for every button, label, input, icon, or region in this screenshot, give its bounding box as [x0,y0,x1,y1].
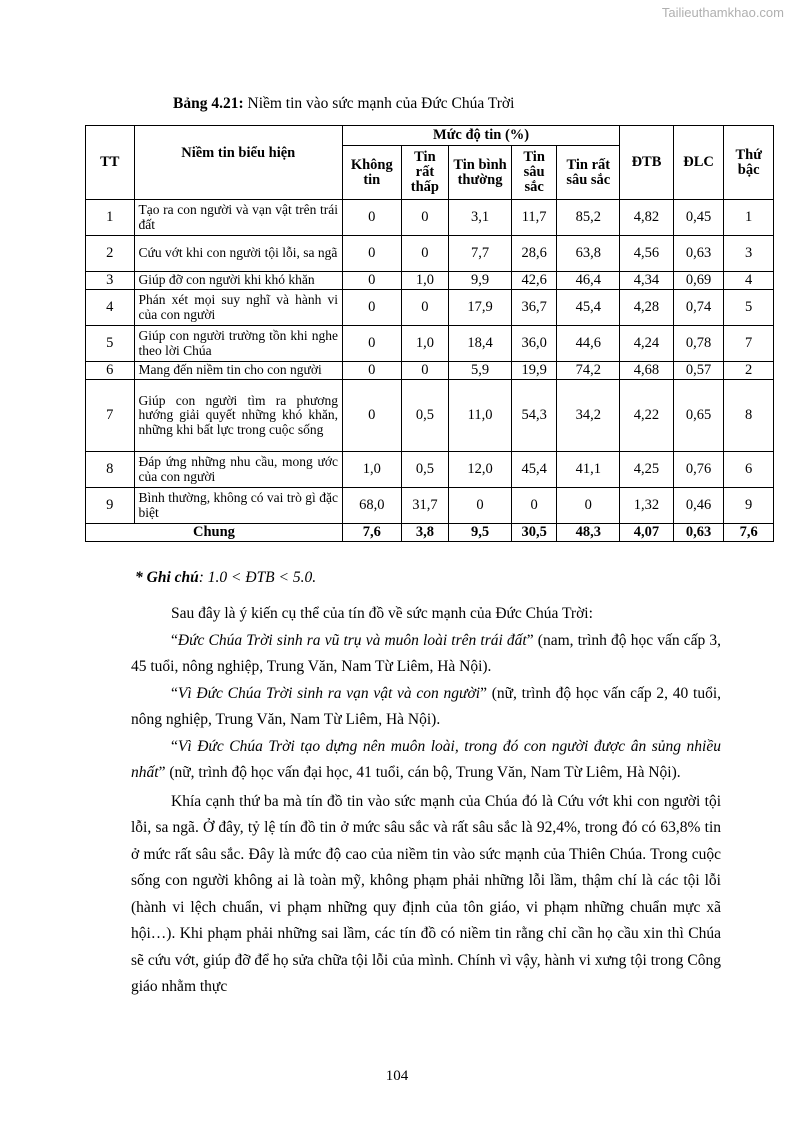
quote-2: Đức Chúa Trời sinh ra vũ trụ và muôn loài trên trái đất [177,631,527,649]
cell-item: Cứu vớt khi con người tội lỗi, sa ngã [134,236,342,272]
cell-dtb: 4,25 [620,452,674,488]
cell-value: 0 [511,488,557,524]
cell-value: 45,4 [557,290,620,326]
table-row [86,200,774,236]
paragraph-4: “Vì Đức Chúa Trời tạo dựng nên muôn loài, trong đó con người được ân sủng nhiều nhất” (nữ, trình độ học vấn đại học, 41 tuổi, cán bộ, Trung Văn, Nam Từ Liêm, Hà Nội). [131,737,721,781]
cell-value: 9,5 [449,524,512,542]
cell-value: 3,8 [401,524,449,542]
cell-value: 34,2 [557,380,620,452]
cell-value: 1,0 [401,326,449,362]
cell-tt: 1 [86,200,135,236]
cell-value: 30,5 [511,524,557,542]
paragraph-3: “Vì Đức Chúa Trời sinh ra vạn vật và con người” (nữ, trình độ học vấn cấp 2, 40 tuổi, nông nghiệp, Trung Văn, Nam Từ Liêm, Hà Nội). [131,684,722,728]
cell-item: Giúp đỡ con người khi khó khăn [134,272,342,290]
cell-value: 5,9 [449,362,512,380]
cell-dlc: 0,45 [673,200,724,236]
cell-value: 74,2 [557,362,620,380]
cell-value: 36,0 [511,326,557,362]
cell-tt: 9 [86,488,135,524]
source-4: (nữ, trình độ học vấn đại học, 41 tuổi, cán bộ, Trung Văn, Nam Từ Liêm, Hà Nội). [165,764,681,781]
watermark: Tailieuthamkhao.com [661,5,784,20]
header-dtb: ĐTB [620,126,674,200]
table-total-row [86,524,774,542]
header-group: Mức độ tin (%) [342,126,619,146]
cell-value: 63,8 [557,236,620,272]
cell-value: 0 [401,290,449,326]
cell-value: 54,3 [511,380,557,452]
header-level: Tin sâu sắc [511,146,557,200]
paragraph-1: Sau đây là ý kiến cụ thể của tín đồ về sức mạnh của Đức Chúa Trời: [171,605,593,622]
cell-value: 0 [342,200,401,236]
cell-value: 36,7 [511,290,557,326]
table-row [86,272,774,290]
cell-dtb: 4,28 [620,290,674,326]
cell-tt: 3 [86,272,135,290]
cell-value: 0,5 [401,380,449,452]
belief-table [85,125,774,542]
cell-dtb: 4,07 [620,524,674,542]
cell-value: 42,6 [511,272,557,290]
cell-item: Mang đến niềm tin cho con người [134,362,342,380]
cell-dlc: 0,78 [673,326,724,362]
table-row [86,488,774,524]
cell-rank: 7 [724,326,774,362]
cell-item: Tạo ra con người và vạn vật trên trái đất [134,200,342,236]
cell-item: Giúp con người tìm ra phương hướng giải quyết những khó khăn, những khi bất lực trong cuộc sống [134,380,342,452]
table-row [86,326,774,362]
cell-value: 41,1 [557,452,620,488]
cell-dlc: 0,74 [673,290,724,326]
cell-value: 0 [401,200,449,236]
header-level: Tin bình thường [449,146,512,200]
quote-4: Vì Đức Chúa Trời tạo dựng nên muôn loài, trong đó con người được ân sủng nhiều nhất [131,737,721,781]
cell-value: 0 [342,380,401,452]
cell-value: 18,4 [449,326,512,362]
table-row [86,452,774,488]
cell-tt: 4 [86,290,135,326]
cell-tt: 2 [86,236,135,272]
cell-value: 7,7 [449,236,512,272]
header-item: Niềm tin biểu hiện [134,126,342,200]
quote-3: Vì Đức Chúa Trời sinh ra vạn vật và con người [177,684,481,702]
cell-value: 31,7 [401,488,449,524]
cell-item: Đáp ứng những nhu cầu, mong ước của con người [134,452,342,488]
cell-value: 11,0 [449,380,512,452]
cell-value: 45,4 [511,452,557,488]
header-dlc: ĐLC [673,126,724,200]
cell-dtb: 4,82 [620,200,674,236]
cell-dlc: 0,63 [673,236,724,272]
note-text: : 1.0 < ĐTB < 5.0. [198,569,317,586]
table-caption [173,95,514,113]
cell-value: 7,6 [342,524,401,542]
paragraph-5: Khía cạnh thứ ba mà tín đồ tin vào sức mạnh của Chúa đó là Cứu vớt khi con người tội lỗi, sa ngã. Ở đây, tỷ lệ tín đồ tin ở mức sâu sắc và rất sâu sắc là 92,4%, trong đó có 63,8% tin ở mức rất sâu sắc. Đây là mức độ cao của niềm tin vào sức mạnh của Thiên Chúa. Trong cuộc sống con người không ai là toàn mỹ, không phạm phải những lỗi lầm, thậm chí là các tội lỗi (hành vi lệch chuẩn, vi phạm những quy định của tôn giáo, vi phạm những chuẩn mực xã hội…). Khi phạm phải những sai lầm, các tín đồ có niềm tin rằng chỉ cần họ cầu xin thì Chúa sẽ cứu vớt, giúp đỡ để họ sửa chữa tội lỗi của mình. Chính vì vậy, hành vi xưng tội trong Công giáo nhằm thực [131,792,721,995]
cell-dlc: 0,63 [673,524,724,542]
cell-value: 1,0 [342,452,401,488]
cell-dtb: 4,34 [620,272,674,290]
cell-value: 28,6 [511,236,557,272]
cell-value: 3,1 [449,200,512,236]
cell-dlc: 0,65 [673,380,724,452]
cell-value: 0 [342,362,401,380]
header-level: Không tin [342,146,401,200]
cell-item: Bình thường, không có vai trò gì đặc biệt [134,488,342,524]
cell-value: 68,0 [342,488,401,524]
cell-value: 48,3 [557,524,620,542]
cell-rank: 8 [724,380,774,452]
cell-dtb: 4,56 [620,236,674,272]
cell-value: 17,9 [449,290,512,326]
page-number: 104 [385,1068,409,1084]
caption-text: Niềm tin vào sức mạnh của Đức Chúa Trời [243,95,515,112]
cell-value: 85,2 [557,200,620,236]
cell-dtb: 4,24 [620,326,674,362]
cell-value: 0 [449,488,512,524]
cell-dlc: 0,76 [673,452,724,488]
cell-value: 44,6 [557,326,620,362]
header-tt: TT [86,126,135,200]
table-row [86,380,774,452]
header-rank: Thứ bậc [724,126,774,200]
cell-rank: 5 [724,290,774,326]
table-row [86,290,774,326]
cell-value: 0 [401,236,449,272]
cell-rank: 1 [724,200,774,236]
cell-rank: 6 [724,452,774,488]
cell-value: 11,7 [511,200,557,236]
cell-dtb: 1,32 [620,488,674,524]
cell-tt: 6 [86,362,135,380]
table-row [86,236,774,272]
cell-dtb: 4,68 [620,362,674,380]
header-level: Tin rất thấp [401,146,449,200]
cell-rank: 2 [724,362,774,380]
caption-label: Bảng 4.21: [173,95,244,112]
cell-rank: 3 [724,236,774,272]
cell-dtb: 4,22 [620,380,674,452]
cell-value: 46,4 [557,272,620,290]
cell-value: 0 [342,290,401,326]
cell-value: 0 [342,272,401,290]
cell-tt: 5 [86,326,135,362]
note [135,569,316,587]
cell-value: 0,5 [401,452,449,488]
cell-value: 0 [342,326,401,362]
body-text [131,601,721,1001]
note-label: * Ghi chú [135,569,199,586]
cell-value: 0 [557,488,620,524]
cell-tt: 7 [86,380,135,452]
cell-tt: 8 [86,452,135,488]
cell-value: 1,0 [401,272,449,290]
cell-rank: 7,6 [724,524,774,542]
cell-rank: 4 [724,272,774,290]
cell-dlc: 0,69 [673,272,724,290]
cell-value: 0 [401,362,449,380]
cell-dlc: 0,46 [673,488,724,524]
cell-value: 12,0 [449,452,512,488]
cell-dlc: 0,57 [673,362,724,380]
header-level: Tin rất sâu sắc [557,146,620,200]
cell-value: 9,9 [449,272,512,290]
source-3: (nữ, trình độ học vấn cấp 2, 40 tuổi, nông nghiệp, Trung Văn, Nam Từ Liêm, Hà Nội). [131,684,722,728]
paragraph-2: “Đức Chúa Trời sinh ra vũ trụ và muôn loài trên trái đất” (nam, trình độ học vấn cấp 3, 45 tuổi, nông nghiệp, Trung Văn, Nam Từ Liêm, Hà Nội). [131,631,722,675]
cell-value: 0 [342,236,401,272]
cell-item: Giúp con người trường tồn khi nghe theo lời Chúa [134,326,342,362]
source-2: (nam, trình độ học vấn cấp 3, 45 tuổi, nông nghiệp, Trung Văn, Nam Từ Liêm, Hà Nội). [131,631,722,675]
cell-value: 19,9 [511,362,557,380]
cell-total-label: Chung [86,524,343,542]
table-row [86,362,774,380]
cell-item: Phán xét mọi suy nghĩ và hành vi của con người [134,290,342,326]
cell-rank: 9 [724,488,774,524]
